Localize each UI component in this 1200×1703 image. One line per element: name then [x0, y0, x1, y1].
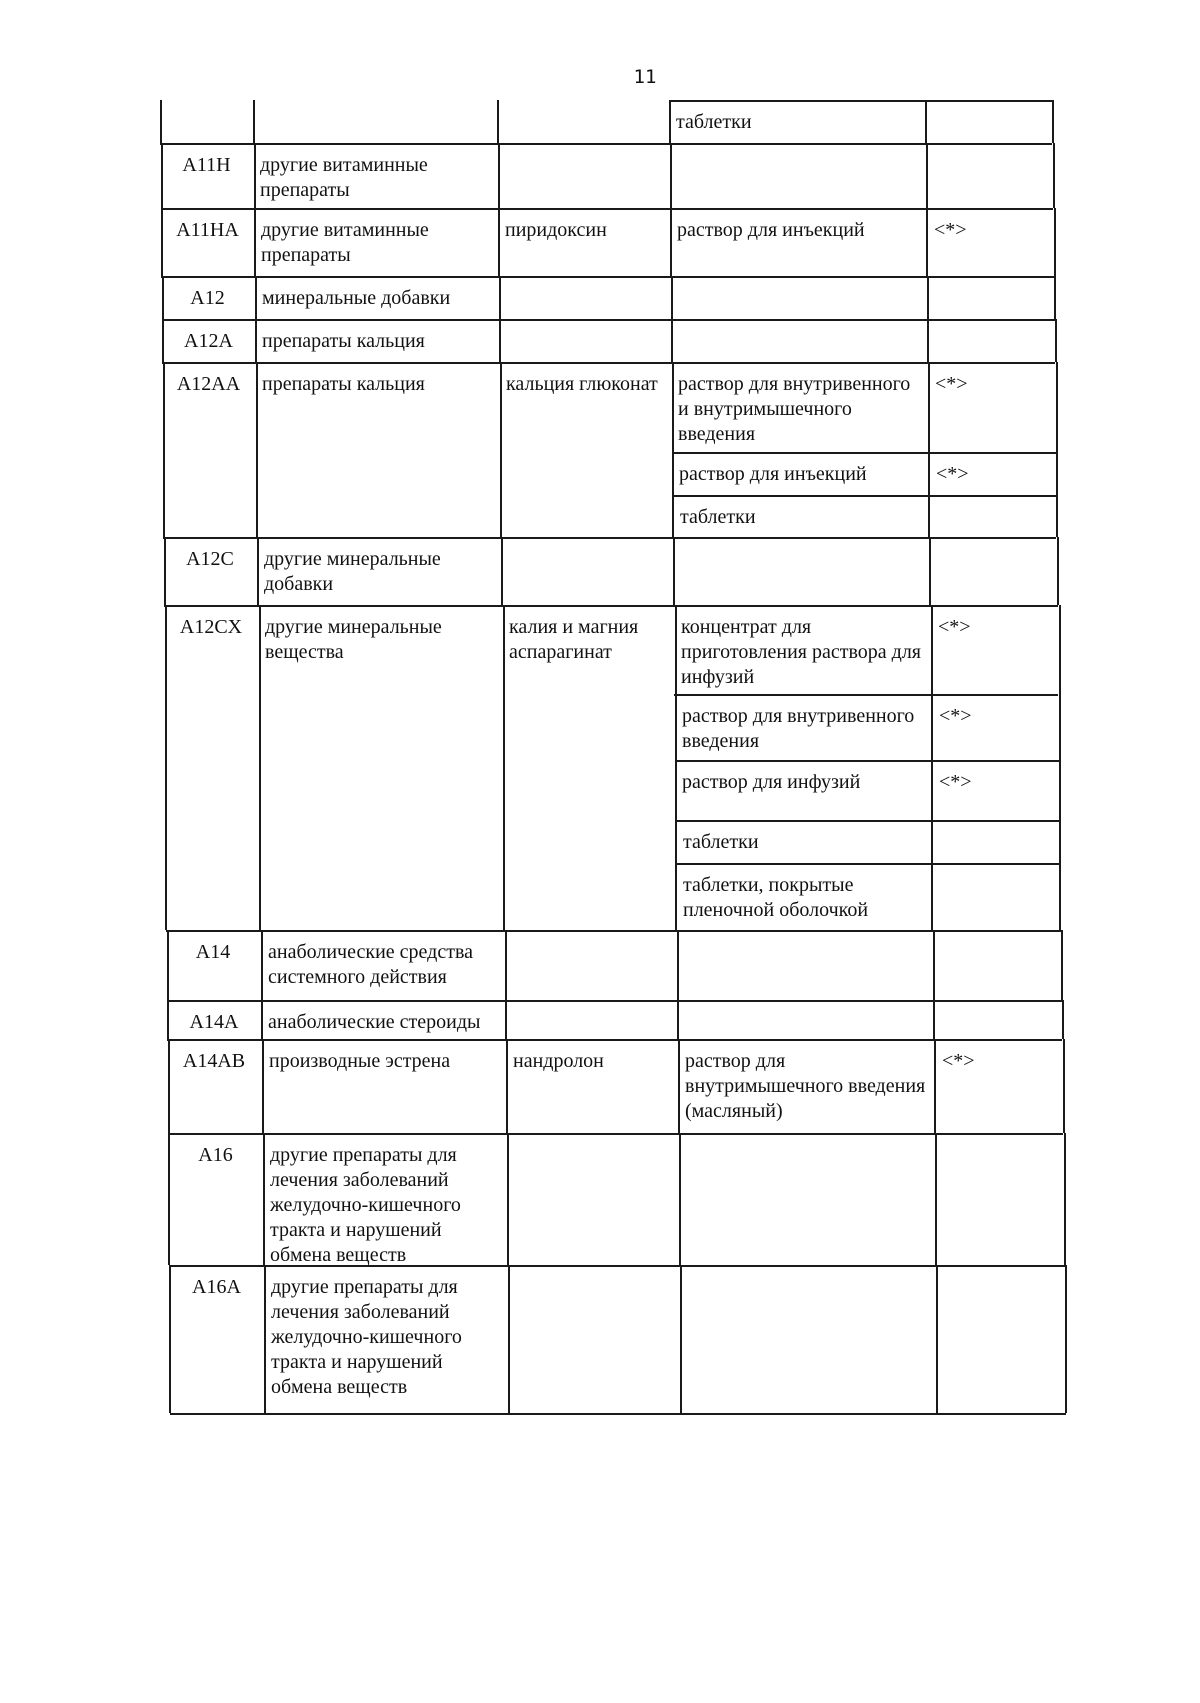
table-rule: [931, 605, 933, 930]
table-rule: [677, 930, 679, 1000]
dosage-form: раствор для инъекций: [677, 219, 865, 241]
table-rule: [255, 276, 257, 319]
table-rule: [670, 143, 672, 208]
table-rule: [262, 1039, 264, 1133]
table-rule: [498, 208, 500, 276]
table-rule: [167, 1039, 1062, 1041]
table-rule: [675, 760, 1059, 762]
row-group-name: минеральные добавки: [262, 287, 451, 309]
table-rule: [672, 362, 674, 537]
table-rule: [672, 452, 1056, 454]
row-group-name: анаболические средства системного действия: [268, 941, 473, 988]
row-group-name: другие препараты для лечения заболеваний желудочно-кишечного тракта и нарушений обмена веществ: [270, 1144, 461, 1266]
row-group-name: другие витаминные препараты: [260, 154, 428, 201]
row-code: A14AB: [182, 1050, 246, 1072]
table-rule: [499, 319, 501, 362]
table-rule: [1063, 1039, 1065, 1133]
table-rule: [167, 1000, 1062, 1002]
table-rule: [1065, 1265, 1067, 1413]
dosage-mark: <*>: [939, 771, 972, 793]
table-rule: [162, 319, 1055, 321]
table-rule: [1055, 319, 1057, 362]
table-rule: [1054, 208, 1056, 276]
table-rule: [933, 1000, 935, 1039]
table-rule: [1061, 930, 1063, 1000]
dosage-form: таблетки: [683, 831, 759, 853]
table-rule: [926, 208, 928, 276]
table-rule: [166, 930, 1061, 932]
table-rule: [497, 100, 499, 143]
table-rule: [256, 362, 258, 537]
table-rule: [263, 1133, 265, 1265]
table-rule: [673, 537, 675, 605]
table-rule: [1059, 605, 1061, 930]
table-rule: [679, 1133, 681, 1265]
dosage-form: раствор для внутривенного и внутримышечного введения: [678, 373, 911, 445]
table-rule: [508, 1265, 510, 1413]
table-rule: [161, 208, 1053, 210]
table-rule: [669, 100, 1052, 102]
dosage-form: раствор для инъекций: [679, 463, 867, 485]
page-number: 11: [633, 66, 657, 88]
table-rule: [929, 537, 931, 605]
table-rule: [928, 362, 930, 537]
row-code: A12A: [184, 330, 233, 352]
table-rule: [1054, 276, 1056, 319]
dosage-form: таблетки: [676, 111, 752, 133]
table-rule: [669, 100, 671, 143]
row-substance: калия и магния аспарагинат: [509, 616, 639, 663]
table-rule: [499, 276, 501, 319]
dosage-mark: <*>: [936, 463, 969, 485]
table-rule: [261, 930, 263, 1000]
table-rule: [933, 930, 935, 1000]
dosage-mark: <*>: [939, 705, 972, 727]
dosage-mark: <*>: [935, 373, 968, 395]
row-code: A16: [198, 1144, 233, 1166]
row-group-name: производные эстрена: [269, 1050, 451, 1072]
table-rule: [160, 143, 1052, 145]
dosage-mark: <*>: [942, 1050, 975, 1072]
table-rule: [676, 863, 1060, 865]
table-rule: [936, 1265, 938, 1413]
table-rule: [1064, 1133, 1066, 1265]
table-rule: [1062, 1000, 1064, 1039]
table-rule: [264, 1265, 266, 1413]
row-code: A14: [195, 941, 231, 963]
table-rule: [506, 1039, 508, 1133]
row-code: A14A: [189, 1011, 239, 1033]
table-rule: [926, 143, 928, 208]
table-rule: [927, 276, 929, 319]
table-rule: [160, 100, 162, 143]
table-rule: [165, 605, 167, 930]
row-code: A16A: [192, 1276, 241, 1298]
table-rule: [673, 495, 1057, 497]
row-group-name: другие препараты для лечения заболеваний желудочно-кишечного тракта и нарушений обмена веществ: [271, 1276, 462, 1398]
table-rule: [505, 930, 507, 1000]
row-group-name: другие минеральные добавки: [264, 548, 441, 595]
table-rule: [676, 820, 1060, 822]
row-group-name: препараты кальция: [262, 330, 425, 352]
table-rule: [671, 319, 673, 362]
table-rule: [259, 605, 261, 930]
table-rule: [674, 694, 1058, 696]
table-rule: [925, 100, 927, 143]
row-code: A12CX: [179, 616, 243, 638]
row-code: A12AA: [176, 373, 241, 395]
dosage-mark: <*>: [934, 219, 967, 241]
table-rule: [257, 537, 259, 605]
table-rule: [1052, 100, 1054, 143]
table-rule: [677, 1000, 679, 1039]
table-rule: [162, 362, 1055, 364]
row-group-name: препараты кальция: [262, 373, 425, 395]
table-rule: [161, 276, 1054, 278]
table-rule: [507, 1133, 509, 1265]
dosage-form: раствор для внутривенного введения: [682, 705, 915, 752]
dosage-form: концентрат для приготовления раствора для инфузий: [681, 616, 921, 688]
table-rule: [255, 319, 257, 362]
table-rule: [164, 605, 1058, 607]
table-rule: [170, 1413, 1066, 1415]
table-rule: [501, 537, 503, 605]
row-code: A11HA: [176, 219, 239, 241]
table-rule: [261, 1000, 263, 1039]
row-substance: кальция глюконат: [506, 373, 658, 395]
row-substance: нандролон: [513, 1050, 604, 1072]
row-code: A12: [190, 287, 225, 309]
table-rule: [505, 1000, 507, 1039]
row-code: A11H: [182, 154, 231, 176]
table-rule: [254, 208, 256, 276]
row-substance: пиридоксин: [505, 219, 607, 241]
table-rule: [163, 537, 1056, 539]
table-rule: [168, 1133, 1063, 1135]
table-rule: [254, 143, 256, 208]
dosage-form: раствор для внутримышечного введения (масляный): [685, 1050, 926, 1122]
table-rule: [253, 100, 255, 143]
table-rule: [670, 208, 672, 276]
table-rule: [500, 362, 502, 537]
table-rule: [1057, 537, 1059, 605]
dosage-form: таблетки, покрытые пленочной оболочкой: [683, 874, 869, 921]
row-group-name: анаболические стероиды: [268, 1011, 481, 1033]
table-rule: [1056, 362, 1058, 537]
table-rule: [678, 1039, 680, 1133]
row-group-name: другие минеральные вещества: [265, 616, 442, 663]
dosage-form: раствор для инфузий: [682, 771, 861, 793]
table-rule: [498, 143, 500, 208]
dosage-form: таблетки: [680, 506, 756, 528]
table-rule: [934, 1039, 936, 1133]
table-rule: [1053, 143, 1055, 208]
table-rule: [675, 605, 677, 930]
row-code: A12C: [186, 548, 234, 570]
dosage-mark: <*>: [938, 616, 971, 638]
row-group-name: другие витаминные препараты: [261, 219, 429, 266]
table-rule: [935, 1133, 937, 1265]
table-rule: [680, 1265, 682, 1413]
table-rule: [503, 605, 505, 930]
table-rule: [671, 276, 673, 319]
table-rule: [927, 319, 929, 362]
